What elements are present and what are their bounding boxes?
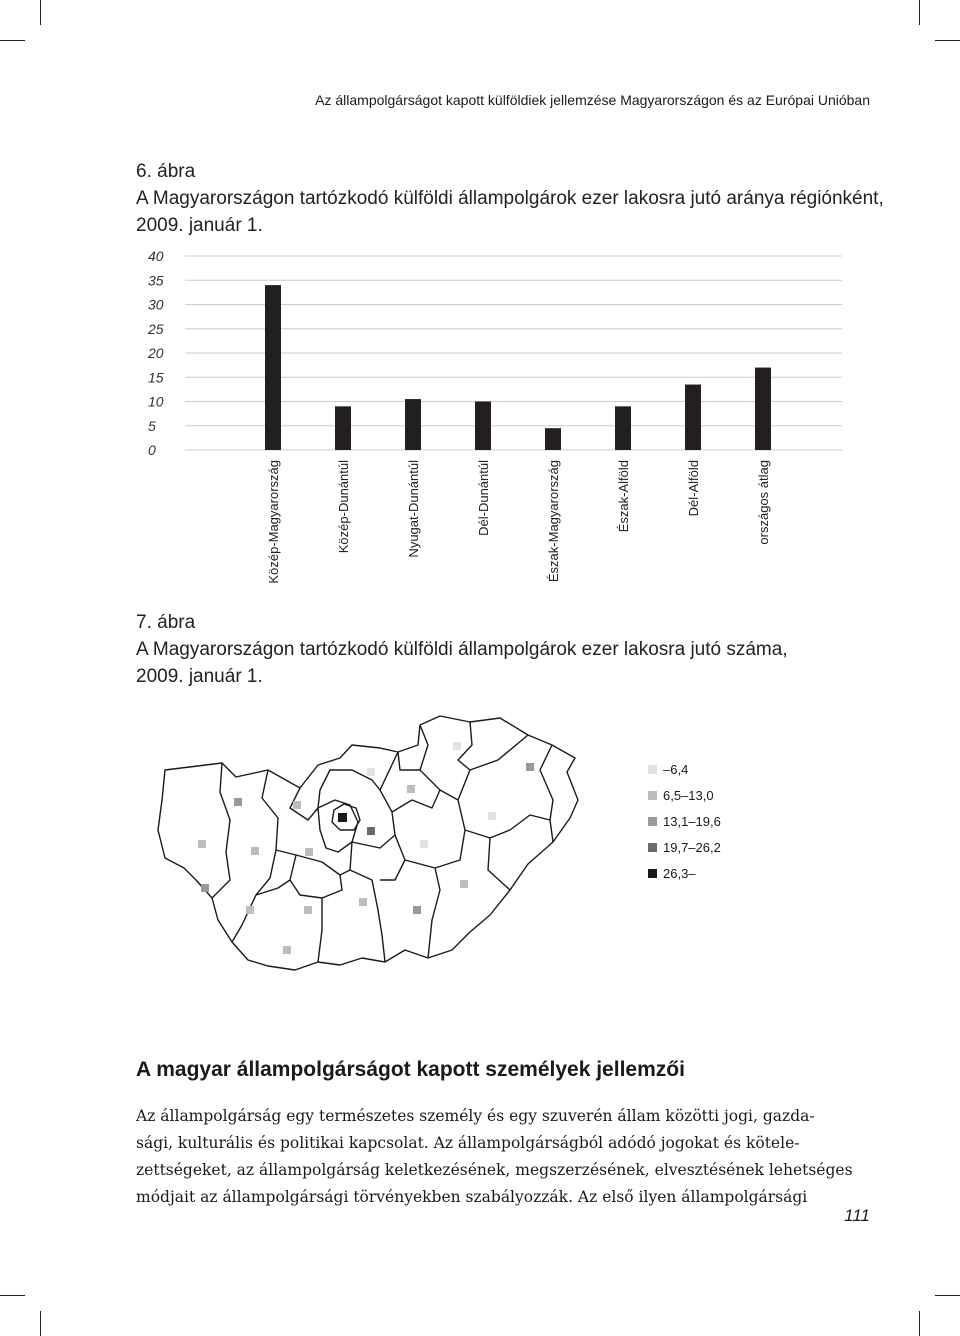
legend-label: 6,5–13,0 xyxy=(663,787,714,803)
y-tick-label: 35 xyxy=(148,272,164,289)
body-paragraph xyxy=(136,1103,872,1211)
x-tick-label: Észak-Alföld xyxy=(616,460,631,533)
legend-swatch xyxy=(648,765,657,774)
x-tick-label: Észak-Magyarország xyxy=(546,460,561,583)
page-number: 111 xyxy=(844,1206,870,1225)
figure-6-title-date: 2009. január 1. xyxy=(136,215,263,236)
x-tick-label: Közép-Magyarország xyxy=(266,460,281,584)
x-tick-label: országos átlag xyxy=(756,460,771,545)
map-legend xyxy=(648,756,721,886)
legend-swatch xyxy=(648,817,657,826)
x-tick-label: Közép-Dunántúl xyxy=(336,460,351,554)
crop-mark xyxy=(0,1295,25,1296)
y-tick-label: 25 xyxy=(148,320,164,337)
legend-item xyxy=(648,860,721,886)
legend-item xyxy=(648,834,721,860)
legend-swatch xyxy=(648,791,657,800)
y-tick-label: 20 xyxy=(148,345,164,361)
y-tick-label: 15 xyxy=(148,369,164,386)
crop-mark xyxy=(935,1295,960,1296)
legend-swatch xyxy=(648,843,657,852)
legend-label: 13,1–19,6 xyxy=(663,813,721,829)
country-outline xyxy=(158,716,578,970)
legend-label: –6,4 xyxy=(663,761,689,777)
figure-6-title: A Magyarországon tartózkodó külföldi állampolgárok ezer lakosra jutó aránya régiónként, xyxy=(136,188,884,209)
legend-item xyxy=(648,808,721,834)
running-header: Az állampolgárságot kapott külföldiek jellemzése Magyarországon és az Európai Unióban xyxy=(315,92,870,108)
x-tick-label: Dél-Alföld xyxy=(686,460,701,517)
legend-label: 19,7–26,2 xyxy=(663,839,721,855)
figure-7-title: A Magyarországon tartózkodó külföldi állampolgárok ezer lakosra jutó száma, xyxy=(136,639,788,660)
legend-item xyxy=(648,782,721,808)
legend-label: 26,3– xyxy=(663,865,696,881)
figure-6-label: 6. ábra xyxy=(136,161,196,182)
body-line: Az állampolgárság egy természetes személy és egy szuverén állam közötti jogi, gazda- xyxy=(136,1107,815,1125)
y-tick-label: 30 xyxy=(148,296,164,313)
crop-mark xyxy=(40,1311,41,1336)
legend-item xyxy=(648,756,721,782)
x-tick-label: Dél-Dunántúl xyxy=(476,460,491,536)
legend-swatch xyxy=(648,869,657,878)
body-line: zettségeket, az állampolgárság keletkezésének, megszerzésének, elvesztésének lehetséges xyxy=(136,1161,853,1179)
x-tick-label: Nyugat-Dunántúl xyxy=(406,460,421,558)
crop-mark xyxy=(919,1311,920,1336)
figure-7-title-date: 2009. január 1. xyxy=(136,666,263,687)
y-tick-label: 10 xyxy=(148,393,164,410)
y-tick-label: 0 xyxy=(148,442,156,458)
y-tick-label: 40 xyxy=(148,248,164,264)
y-tick-label: 5 xyxy=(148,417,156,434)
body-line: módjait az állampolgársági törvényekben szabályozzák. Az első ilyen állampolgársági xyxy=(136,1188,808,1206)
section-title: A magyar állampolgárságot kapott személyek jellemzői xyxy=(136,1058,685,1081)
figure-7-label: 7. ábra xyxy=(136,612,196,633)
body-line: sági, kulturális és politikai kapcsolat. Az állampolgárságból adódó jogokat és kötele- xyxy=(136,1134,800,1152)
